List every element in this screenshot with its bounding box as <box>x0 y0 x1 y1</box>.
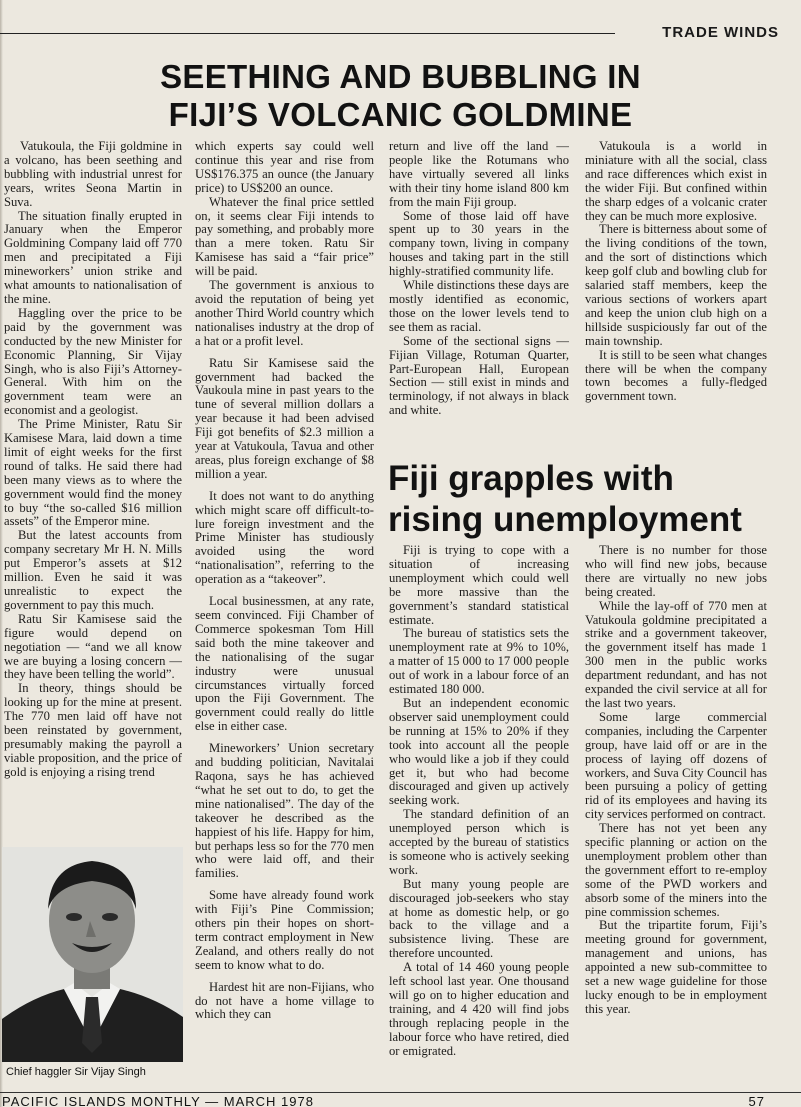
paragraph: The government is anxious to avoid the reputation of being yet another Third World country which nationalises industry at the drop of a hat or a profit level. <box>195 278 374 348</box>
paragraph: Some of those laid off have spent up to 30 years in the company town, living in company houses and taking part in the still highly-stratified community life. <box>389 208 569 279</box>
paragraph: return and live off the land — people like the Rotumans who have virtually severed all links with their tiny home island 800 km from the main Fiji group. <box>389 140 569 209</box>
paragraph: But the latest accounts from company secretary Mr H. N. Mills put Emperor’s assets at $12 million. Even he said it was unrealistic to expect the government to pay this much. <box>4 528 182 612</box>
paragraph: But many young people are discouraged job-seekers who stay at home as domestic help, or go back to the village and a subsistence living. These are therefore uncounted. <box>389 876 569 961</box>
publication-line: PACIFIC ISLANDS MONTHLY — MARCH 1978 <box>2 1094 314 1107</box>
header-rule <box>0 33 615 34</box>
paragraph: It is still to be seen what changes there will be when the company town becomes a fully-fledged government town. <box>585 347 767 404</box>
article-column-2 <box>195 140 374 1088</box>
page-footer <box>0 1094 801 1107</box>
article-column-3 <box>389 140 569 455</box>
paragraph: Ratu Sir Kamisese said the figure would depend on negotiation — “and we all know we are buying a losing concern — they have been telling the world”. <box>4 611 182 682</box>
main-headline-line-1: SEETHING AND BUBBLING IN <box>160 58 641 95</box>
paragraph: There has not yet been any specific planning or action on the unemployment problem other than the government effort to re-employ some of the PWD workers and absorb some of the miners into the pine commission schemes. <box>585 821 767 919</box>
sub-article-column-2 <box>585 544 767 1090</box>
paragraph: The Prime Minister, Ratu Sir Kamisese Mara, laid down a time limit of eight weeks for the first round of talks. He said there had been many views as to where the government would find the money to buy “the so-called $16 million assets” of the Emperor mine. <box>4 417 182 529</box>
article-column-1 <box>4 140 182 806</box>
paragraph: Fiji is trying to cope with a situation of increasing unemployment which could well be more massive than the government’s standard statistical estimate. <box>389 544 569 627</box>
paragraph: which experts say could well continue this year and rise from US$176.375 an ounce (the January price) to US$200 an ounce. <box>195 140 374 195</box>
paragraph: A total of 14 460 young people left school last year. One thousand will go on to higher education and training, and 4 420 will find jobs through replacing people in the labour force who have retired, died or emigrated. <box>389 960 569 1058</box>
paragraph: Local businessmen, at any rate, seem convinced. Fiji Chamber of Commerce spokesman Tom Hill said both the mine takeover and the nationalising of the sugar industry were unusual circumstances virtually forced upon the Fiji Government. The government could really do little else in either case. <box>195 594 374 734</box>
portrait-photo <box>2 847 183 1062</box>
portrait-illustration <box>2 847 183 1062</box>
paragraph: There is bitterness about some of the living conditions of the town, and the sort of distinctions which keep golf club and bowling club for salaried staff members, keep the various sections of workers apart and keep the union club high on a hillside suspiciously far out of the main township. <box>585 222 767 348</box>
paragraph: The situation finally erupted in January when the Emperor Goldmining Company laid off 770 men and precipitated a Fiji mineworkers’ union strike and what amounts to nationalisation of the mine. <box>4 208 182 306</box>
sub-article-headline <box>388 458 788 540</box>
sub-headline-line-1: Fiji grapples with <box>388 459 674 498</box>
paragraph: The standard definition of an unemployed person which is accepted by the bureau of statistics is someone who is actively seeking work. <box>389 807 569 877</box>
paragraph: Some large commercial companies, including the Carpenter group, have laid off or are in the process of laying off dozens of workers, and Suva City Council has been pursuing a policy of getting rid of its employees and having its city services performed on contract. <box>585 709 767 822</box>
footer-rule <box>0 1092 801 1093</box>
sub-article-column-1 <box>389 544 569 1090</box>
paragraph: Hardest hit are non-Fijians, who do not have a home village to which they can <box>195 979 374 1022</box>
paragraph: But the tripartite forum, Fiji’s meeting ground for government, management and unions, has appointed a new sub-committee to set a new wage guideline for those lucky enough to be in employment this year. <box>585 918 767 1016</box>
page-number: 57 <box>748 1094 765 1107</box>
paragraph: It does not want to do anything which might scare off difficult-to-lure foreign investment and the Prime Minister has studiously avoided using the word “nationalisation”, referring to the operation as a “takeover”. <box>195 488 374 587</box>
article-column-4 <box>585 140 767 455</box>
main-headline <box>0 58 801 134</box>
paragraph: But an independent economic observer said unemployment could be running at 15% to 20% if they took into account all the people who would like a job if they could get it, but who had become discouraged and given up actively seeking work. <box>389 695 569 808</box>
paragraph: Mineworkers’ Union secretary and budding politician, Navitalai Raqona, says he has achieved “what he set out to do, to get the mine nationalised”. The day of the takeover he described as the happiest of his life. Happy for him, but perhaps less so for the 770 men who were laid off, and their families. <box>195 741 374 881</box>
section-label: TRADE WINDS <box>662 24 779 41</box>
paragraph: The bureau of statistics sets the unemployment rate at 9% to 10%, a matter of 15 000 to 17 000 people out of work in a labour force of an estimated 180 000. <box>389 626 569 697</box>
paragraph: Ratu Sir Kamisese said the government had backed the Vaukoula mine in past years to the tune of several million dollars a year because it had been advised Fiji got benefits of $2.3 million a year at Vatukoula, Tavua and other areas, plus foreign exchange of $8 million a year. <box>195 355 374 481</box>
paragraph: Some of the sectional signs — Fijian Village, Rotuman Quarter, Part-European Hall, European Section — still exist in minds and terminology, if not always in black and white. <box>389 333 569 418</box>
paragraph: Some have already found work with Fiji’s Pine Commission; others pin their hopes on short-term contract employment in New Zealand, and others really do not seem to know what to do. <box>195 888 374 972</box>
paragraph: Vatukoula, the Fiji goldmine in a volcano, has been seething and bubbling with industrial unrest for years, writes Seona Martin in Suva. <box>4 140 182 209</box>
paragraph: While the lay-off of 770 men at Vatukoula goldmine precipitated a strike and a government takeover, the government itself has made 1 300 men in the public works department redundant, and has not expanded the civil service at all for the last two years. <box>585 598 767 710</box>
sub-headline-line-2: rising unemployment <box>388 500 742 539</box>
paragraph: In theory, things should be looking up for the mine at present. The 770 men laid off have not been reinstated by government, presumably making the payroll a viable proposition, and the price of gold is enjoying a rising trend <box>4 681 182 779</box>
main-headline-line-2: FIJI’S VOLCANIC GOLDMINE <box>168 96 633 133</box>
paragraph: There is no number for those who will find new jobs, because there are virtually no new jobs being created. <box>585 544 767 599</box>
photo-caption: Chief haggler Sir Vijay Singh <box>6 1066 146 1078</box>
paragraph: Whatever the final price settled on, it seems clear Fiji intends to pay something, and probably more than a mere token. Ratu Sir Kamisese has said a “fair price” will be paid. <box>195 194 374 279</box>
paragraph: While distinctions these days are mostly identified as economic, those on the lower levels tend to see them as racial. <box>389 278 569 334</box>
paragraph: Haggling over the price to be paid by the government was conducted by the new Minister for Economic Planning, Sir Vijay Singh, who is also Fiji’s Attorney-General. With him on the government team were an economist and a geologist. <box>4 305 182 418</box>
paragraph: Vatukoula is a world in miniature with all the social, class and race differences which exist in the wider Fiji. But confined within the sharp edges of a volcanic crater they can be much more explosive. <box>585 140 767 223</box>
